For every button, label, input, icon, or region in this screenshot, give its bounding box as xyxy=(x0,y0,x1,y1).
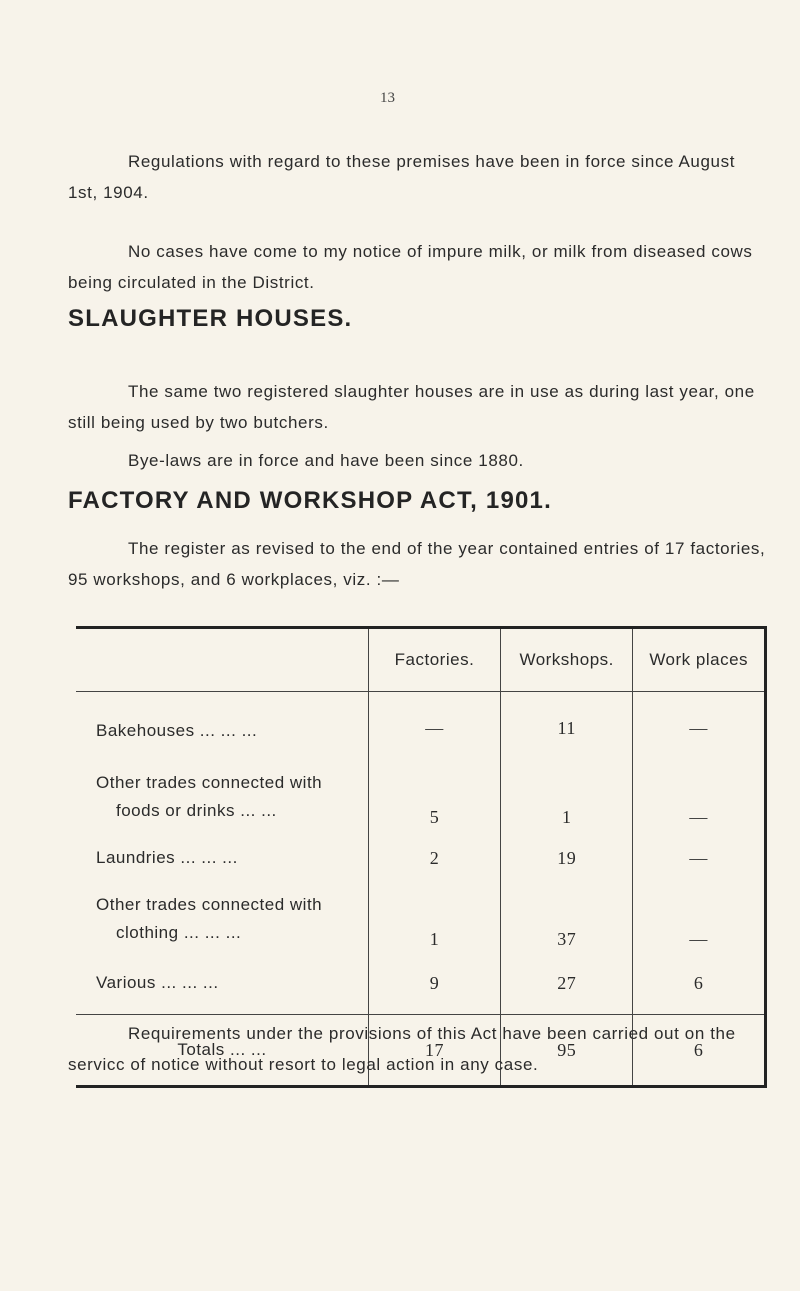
table-header-row xyxy=(76,628,766,692)
row-label: Laundries ... ... ... xyxy=(96,848,238,867)
cell-factories: — xyxy=(368,692,500,765)
table-row xyxy=(76,952,766,1015)
header-workplaces: Work places xyxy=(633,628,766,692)
cell-workshops: 1 xyxy=(501,764,633,830)
row-label: Bakehouses ... ... ... xyxy=(96,721,258,740)
cell-factories: 9 xyxy=(368,952,500,1015)
cell-factories: 1 xyxy=(368,886,500,952)
cell-workplaces: 6 xyxy=(633,952,766,1015)
heading-factory-act: FACTORY AND WORKSHOP ACT, 1901. xyxy=(68,487,552,514)
cell-workplaces: — xyxy=(633,830,766,886)
paragraph-byelaws: Bye-laws are in force and have been since 1880. xyxy=(128,451,524,470)
header-factories: Factories. xyxy=(368,628,500,692)
cell-factories: 2 xyxy=(368,830,500,886)
row-label-line2: foods or drinks ... ... xyxy=(116,801,277,820)
paragraph-register: The register as revised to the end of the year contained entries of 17 factories, 95 workshops, and 6 workplaces, viz. :— xyxy=(68,539,766,589)
cell-workshops: 19 xyxy=(501,830,633,886)
paragraph-slaughter-use: The same two registered slaughter houses are in use as during last year, one still being used by two butchers. xyxy=(68,382,755,432)
cell-workshops: 11 xyxy=(501,692,633,765)
cell-workplaces: — xyxy=(633,886,766,952)
total-workplaces: 6 xyxy=(633,1015,766,1087)
row-label xyxy=(76,886,368,952)
header-blank-cell xyxy=(76,628,368,692)
heading-slaughter-houses: SLAUGHTER HOUSES. xyxy=(68,305,353,332)
paragraph-milk: No cases have come to my notice of impure milk, or milk from diseased cows being circulated in the District. xyxy=(68,242,753,292)
table-row xyxy=(76,764,766,830)
cell-workshops: 37 xyxy=(501,886,633,952)
cell-workshops: 27 xyxy=(501,952,633,1015)
table-row xyxy=(76,692,766,765)
row-label-line1: Other trades connected with xyxy=(96,895,323,914)
table-row xyxy=(76,830,766,886)
cell-workplaces: — xyxy=(633,764,766,830)
paragraph-regulations: Regulations with regard to these premises have been in force since August 1st, 1904. xyxy=(68,152,736,202)
table-row xyxy=(76,886,766,952)
total-workshops: 95 xyxy=(501,1015,633,1087)
row-label-line1: Other trades connected with xyxy=(96,773,323,792)
row-label xyxy=(76,764,368,830)
row-label: Various ... ... ... xyxy=(96,973,219,992)
total-factories: 17 xyxy=(368,1015,500,1087)
totals-label: Totals ... ... xyxy=(76,1015,368,1087)
cell-workplaces: — xyxy=(633,692,766,765)
cell-factories: 5 xyxy=(368,764,500,830)
page-number: 13 xyxy=(380,90,395,106)
row-label-line2: clothing ... ... ... xyxy=(116,923,242,942)
paragraph-requirements: Requirements under the provisions of this Act have been carried out on the servicc of notice without resort to legal action in any case. xyxy=(68,1024,736,1074)
header-workshops: Workshops. xyxy=(501,628,633,692)
